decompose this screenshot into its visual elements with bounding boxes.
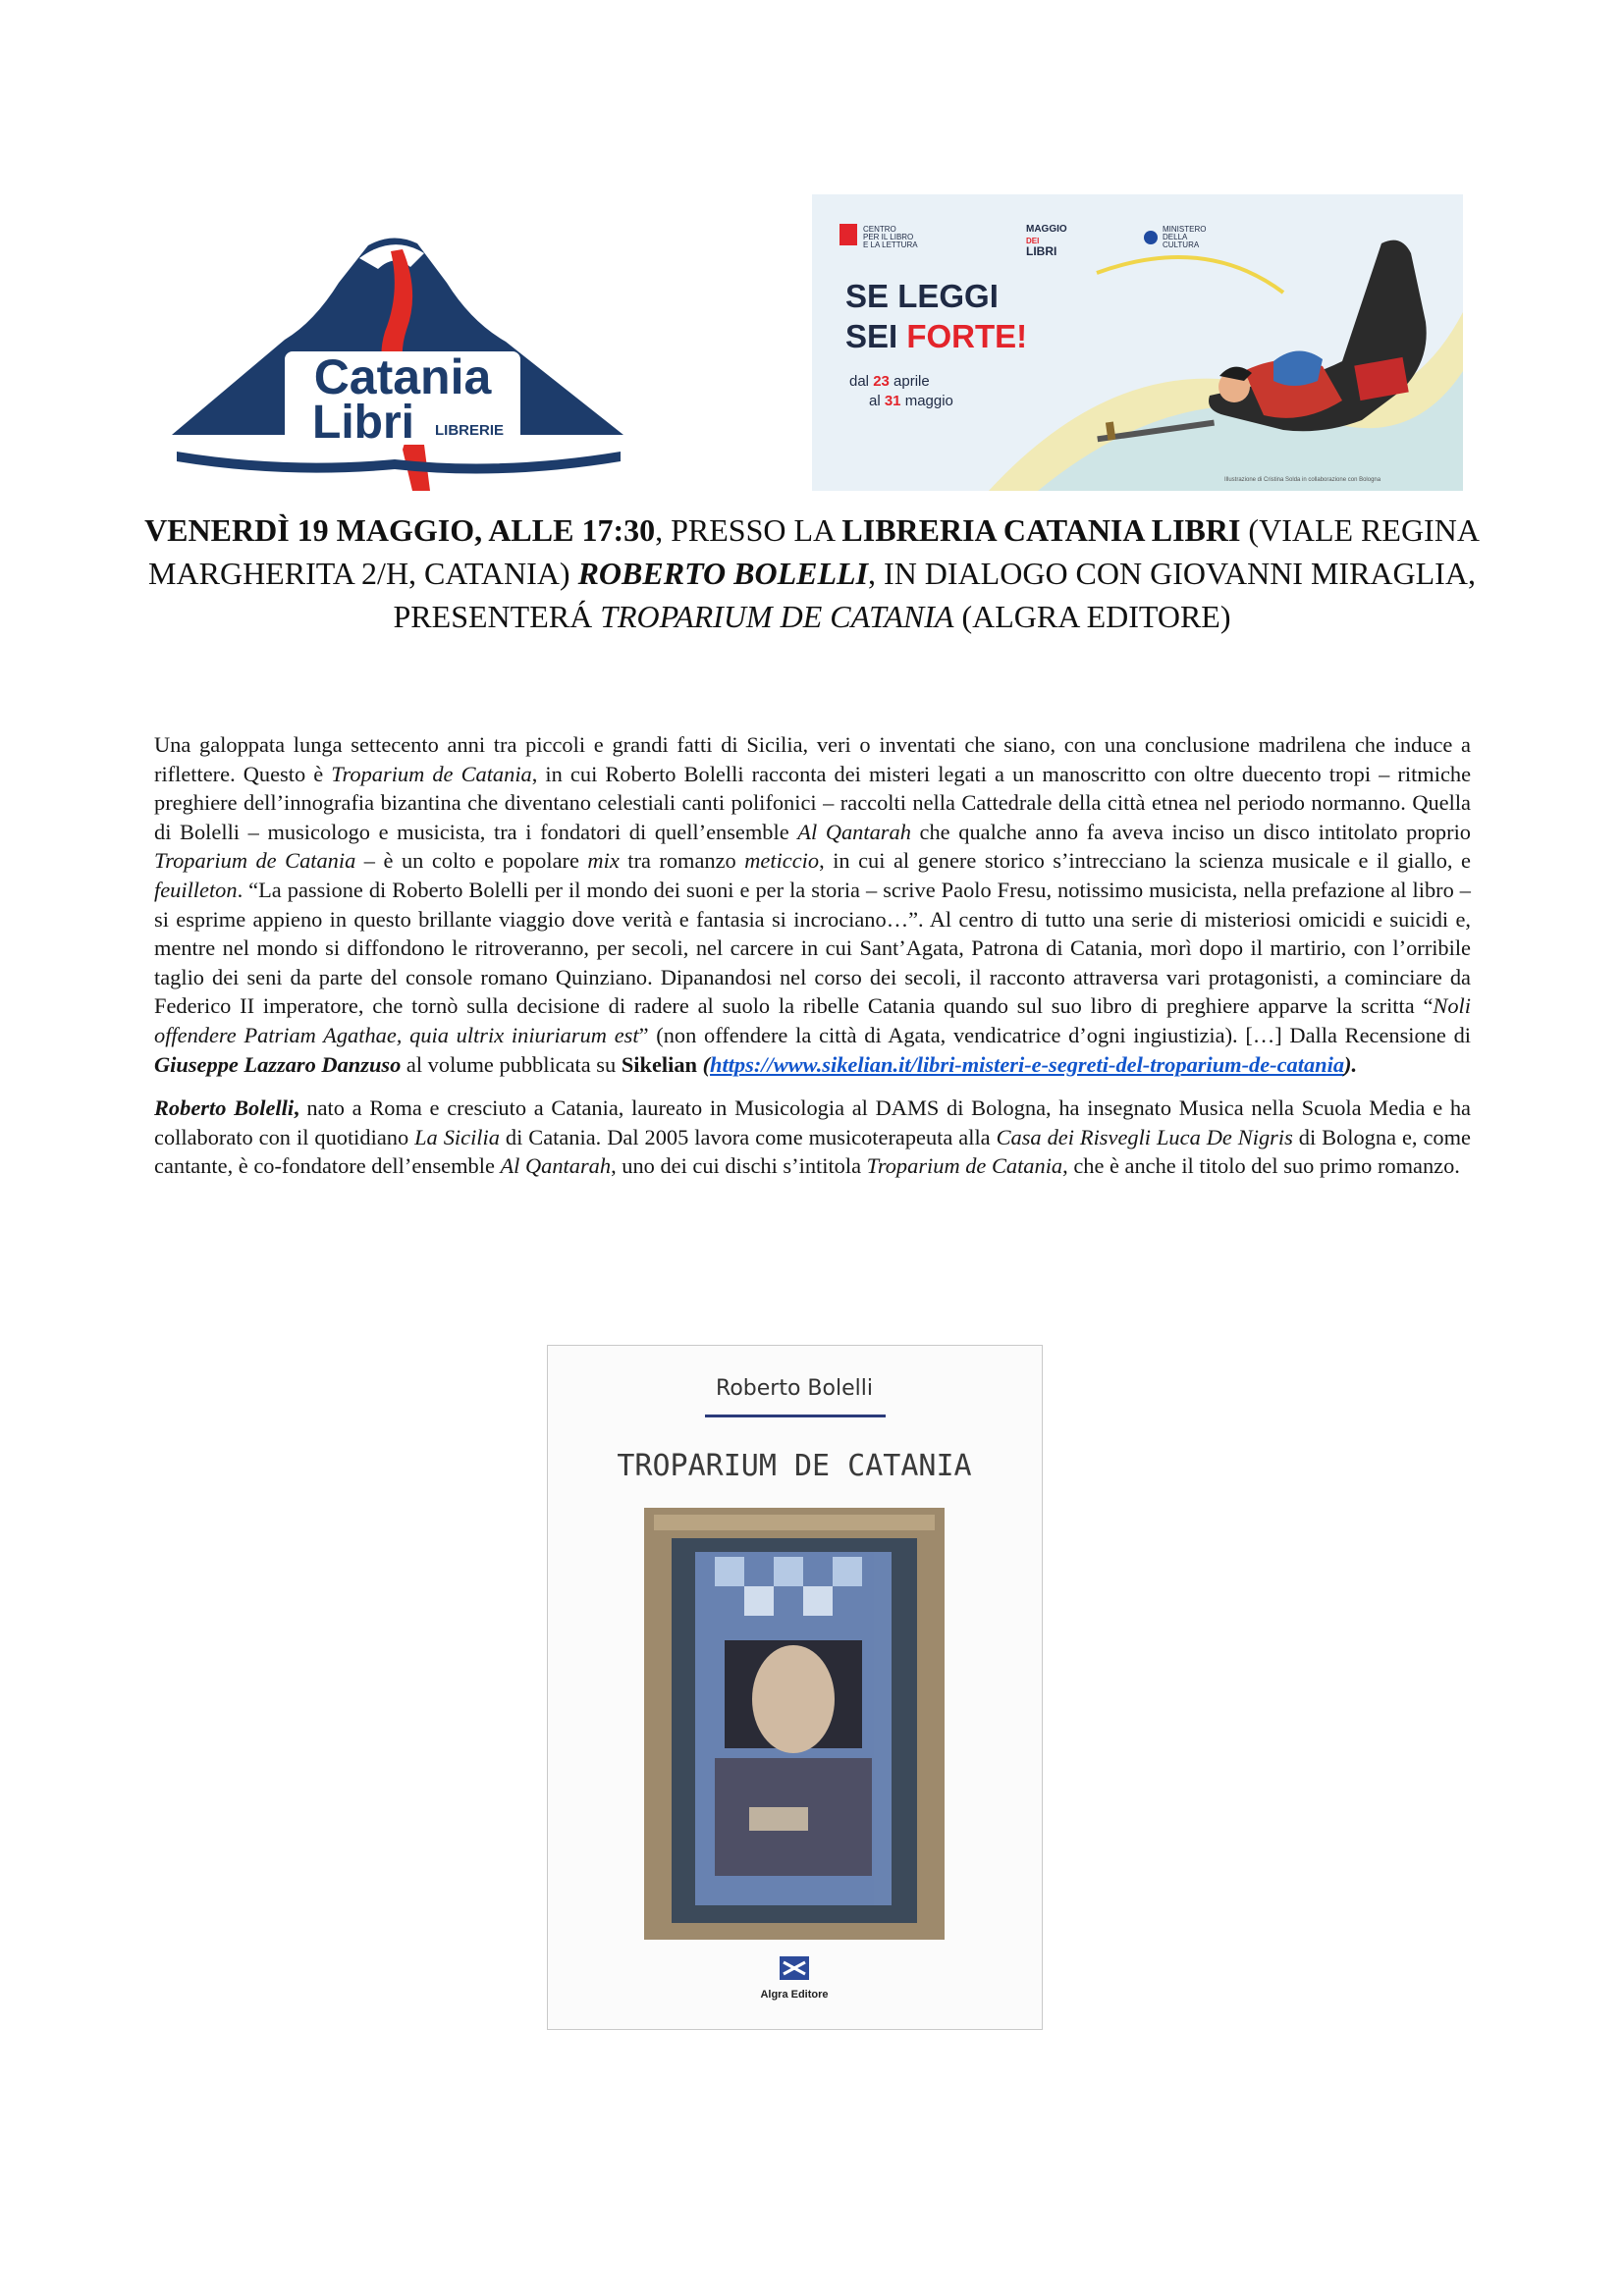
book-cover [547, 1345, 1043, 2030]
sikelian-link[interactable]: https://www.sikelian.it/libri-misteri-e-segreti-del-troparium-de-catania [710, 1051, 1345, 1077]
banner-date-line2: al 31 maggio [869, 393, 953, 409]
svg-text:LIBRI: LIBRI [1026, 244, 1057, 258]
catania-libri-logo [167, 224, 628, 494]
svg-text:MAGGIO: MAGGIO [1026, 224, 1067, 235]
author-bio-paragraph: Roberto Bolelli, nato a Roma e cresciuto a Catania, laureato in Musicologia al DAMS di Bologna, ha insegnato Musica nella Scuola Media e ha collaborato con il quotidiano La Sicilia di Catania. Dal 2005 lavora come musicoterapeuta alla Casa dei Risvegli Luca De Nigris di Bologna e, come cantante, è co-fondatore dell’ensemble Al Qantarah, uno dei cui dischi s’intitola Troparium de Catania, che è anche il titolo del suo primo romanzo. [154, 1095, 1471, 1179]
banner-slogan-line1: SE LEGGI [845, 278, 999, 314]
banner-slogan-line2: SEI FORTE! [845, 318, 1028, 354]
cover-publisher: Algra Editore [760, 1989, 829, 2001]
event-headline: VENERDÌ 19 MAGGIO, ALLE 17:30, PRESSO LA LIBRERIA CATANIA LIBRI (VIALE REGINA MARGHERITA 2/H, CATANIA) ROBERTO BOLELLI, IN DIALOGO CON GIOVANNI MIRAGLIA, PRESENTERÁ TROPARIUM DE CATANIA (ALGRA EDITORE) [144, 512, 1480, 634]
svg-text:CENTRO: CENTRO [863, 225, 896, 234]
review-paragraph: Una galoppata lunga settecento anni tra piccoli e grandi fatti di Sicilia, veri o inventati che siano, con una conclusione madrilena che induce a riflettere. Questo è Troparium de Catania, in cui Roberto Bolelli racconta dei misteri legati a un manoscritto con oltre duecento tropi – ritmiche preghiere dell’innografia bizantina che diventano celestiali canti polifonici – raccolti nella Cattedrale della città etnea nel periodo normanno. Quella di Bolelli – musicologo e musicista, tra i fondatori di quell’ensemble Al Qantarah che qualche anno fa aveva inciso un disco intitolato proprio Troparium de Catania – è un colto e popolare mix tra romanzo meticcio, in cui al genere storico s’intrecciano la scienza musicale e il giallo, e feuilleton. “La passione di Roberto Bolelli per il mondo dei suoni e per la storia – scrive Paolo Fresu, notissimo musicista, nella prefazione al libro – si esprime appieno in questo brillante viaggio dove verità e fantasia si incrociano…”. Al centro di tutto una serie di misteriosi omicidi e suicidi e, mentre nel mondo si diffondono le ritroveranno, per secoli, nel carcere in cui Sant’Agata, Patrona di Catania, morì dopo il martirio, con l’orribile taglio dei seni da parte del console romano Quinziano. Dipanandosi nel corso dei secoli, il racconto attraversa vari protagonisti, a cominciare da Federico II imperatore, che tornò sulla decisione di radere al suolo la ribelle Catania quando sul suo libro di preghiere apparve la scritta “Noli offendere Patriam Agathae, quia ultrix iniuriarum est” (non offendere la città di Agata, vendicatrice d’ogni ingiustizia). […] Dalla Recensione di Giuseppe Lazzaro Danzuso al volume pubblicata su Sikelian (https://www.sikelian.it/libri-misteri-e-segreti-del-troparium-de-catania). [154, 732, 1472, 1077]
maggio-dei-libri-banner [812, 194, 1463, 491]
logo-line1: Catania [313, 349, 492, 404]
cover-author: Roberto Bolelli [716, 1376, 873, 1401]
banner-date-line1: dal 23 aprile [849, 373, 930, 390]
banner-credit: Illustrazione di Cristina Solda in collaborazione con Bologna [1224, 477, 1381, 483]
svg-text:DELLA: DELLA [1163, 233, 1188, 241]
ministero-logo-icon [1144, 231, 1158, 244]
logo-line2: Libri [312, 397, 414, 449]
svg-text:PER IL LIBRO: PER IL LIBRO [863, 233, 914, 241]
cover-title: TROPARIUM DE CATANIA [617, 1449, 972, 1483]
cepell-logo-icon [839, 224, 857, 245]
svg-text:E LA LETTURA: E LA LETTURA [863, 240, 918, 249]
svg-text:CULTURA: CULTURA [1163, 240, 1200, 249]
svg-text:MINISTERO: MINISTERO [1163, 225, 1207, 234]
svg-text:DEI: DEI [1026, 237, 1040, 245]
logo-tag: LIBRERIE [434, 422, 505, 439]
